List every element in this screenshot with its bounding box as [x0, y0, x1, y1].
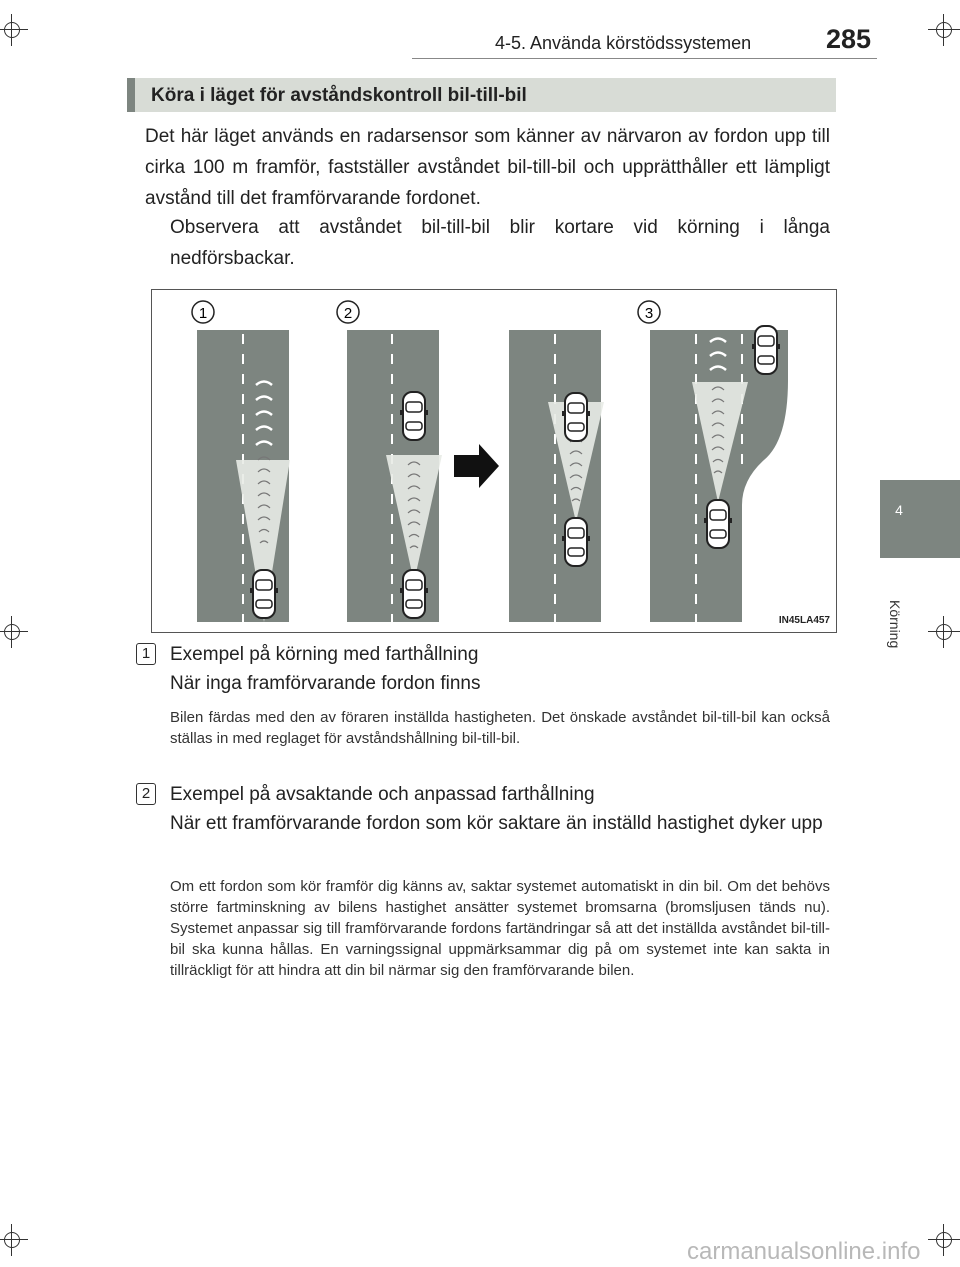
svg-text:2: 2: [343, 305, 353, 322]
registration-mark-top-left: [0, 18, 24, 42]
illustration-figure: [151, 289, 837, 633]
road-scene-1: [197, 330, 290, 622]
item-1-body: Bilen färdas med den av föraren inställda hastigheten. Det önskade avståndet bil-till-bil kan också ställas in med reglaget för avståndshållning bil-till-bil.: [170, 709, 830, 747]
item-1-subtitle: När inga framförvarande fordon finns: [170, 673, 481, 694]
road-illustration: [152, 290, 836, 632]
svg-text:1: 1: [198, 305, 208, 322]
registration-mark-mid-left: [0, 620, 24, 644]
page-number: 285: [826, 24, 872, 54]
chapter-label-container: [875, 600, 925, 700]
section-header-bar: [127, 78, 836, 112]
figure-label-2: [337, 301, 359, 323]
chapter-label: Körning: [887, 600, 903, 649]
item-2-title: Exempel på avsaktande och anpassad farthållning: [170, 784, 595, 805]
note-paragraph: Observera att avståndet bil-till-bil blir kortare vid körning i långa nedförsbackar.: [170, 217, 830, 269]
transition-arrow: [454, 444, 499, 488]
item-2-body: Om ett fordon som kör framför dig känns av, saktar systemet automatiskt in din bil. Om det behövs större fartminskning av bilens hastighet ansätter systemet bromsarna (bromsljusen tänds nu). Systemet anpassar sig till framförvarande fordons fartändringar så att det inställda avståndet bil-till-bil ska kunna hållas. En varningssignal uppmärksammar dig på om systemet inte kan sakta in tillräckligt för att hindra att din bil närmar sig den framförvarande bilen.: [170, 878, 830, 979]
road-scene-2: [347, 330, 442, 622]
item-2-subtitle: När ett framförvarande fordon som kör saktare än inställd hastighet dyker upp: [170, 813, 823, 834]
figure-code: IN45LA457: [778, 615, 830, 626]
registration-mark-mid-right: [932, 620, 956, 644]
road-scene-3b: [650, 326, 788, 622]
header-rule: [412, 58, 877, 59]
figure-label-3: [638, 301, 660, 323]
svg-text:3: 3: [644, 305, 654, 322]
registration-mark-top-right: [932, 18, 956, 42]
header-section-title: 4-5. Använda körstödssystemen: [495, 33, 752, 53]
chapter-tab: [880, 480, 960, 558]
registration-mark-bottom-left: [0, 1228, 24, 1252]
chapter-number: 4: [895, 502, 903, 518]
section-title: Köra i läget för avståndskontroll bil-till-bil: [151, 85, 527, 106]
registration-mark-bottom-right: [932, 1228, 956, 1252]
figure-label-1: [192, 301, 214, 323]
item-number-1: 1: [136, 643, 156, 665]
intro-paragraph: Det här läget används en radarsensor som känner av närvaron av fordon upp till cirka 100 m framför, fastställer avståndet bil-till-bil och upprätthåller ett lämpligt avstånd till det framförvarande fordonet.: [145, 126, 830, 209]
item-1-title: Exempel på körning med farthållning: [170, 644, 479, 665]
watermark: carmanualsonline.info: [687, 1238, 921, 1265]
road-scene-3a: [509, 330, 604, 622]
item-number-2: 2: [136, 783, 156, 805]
